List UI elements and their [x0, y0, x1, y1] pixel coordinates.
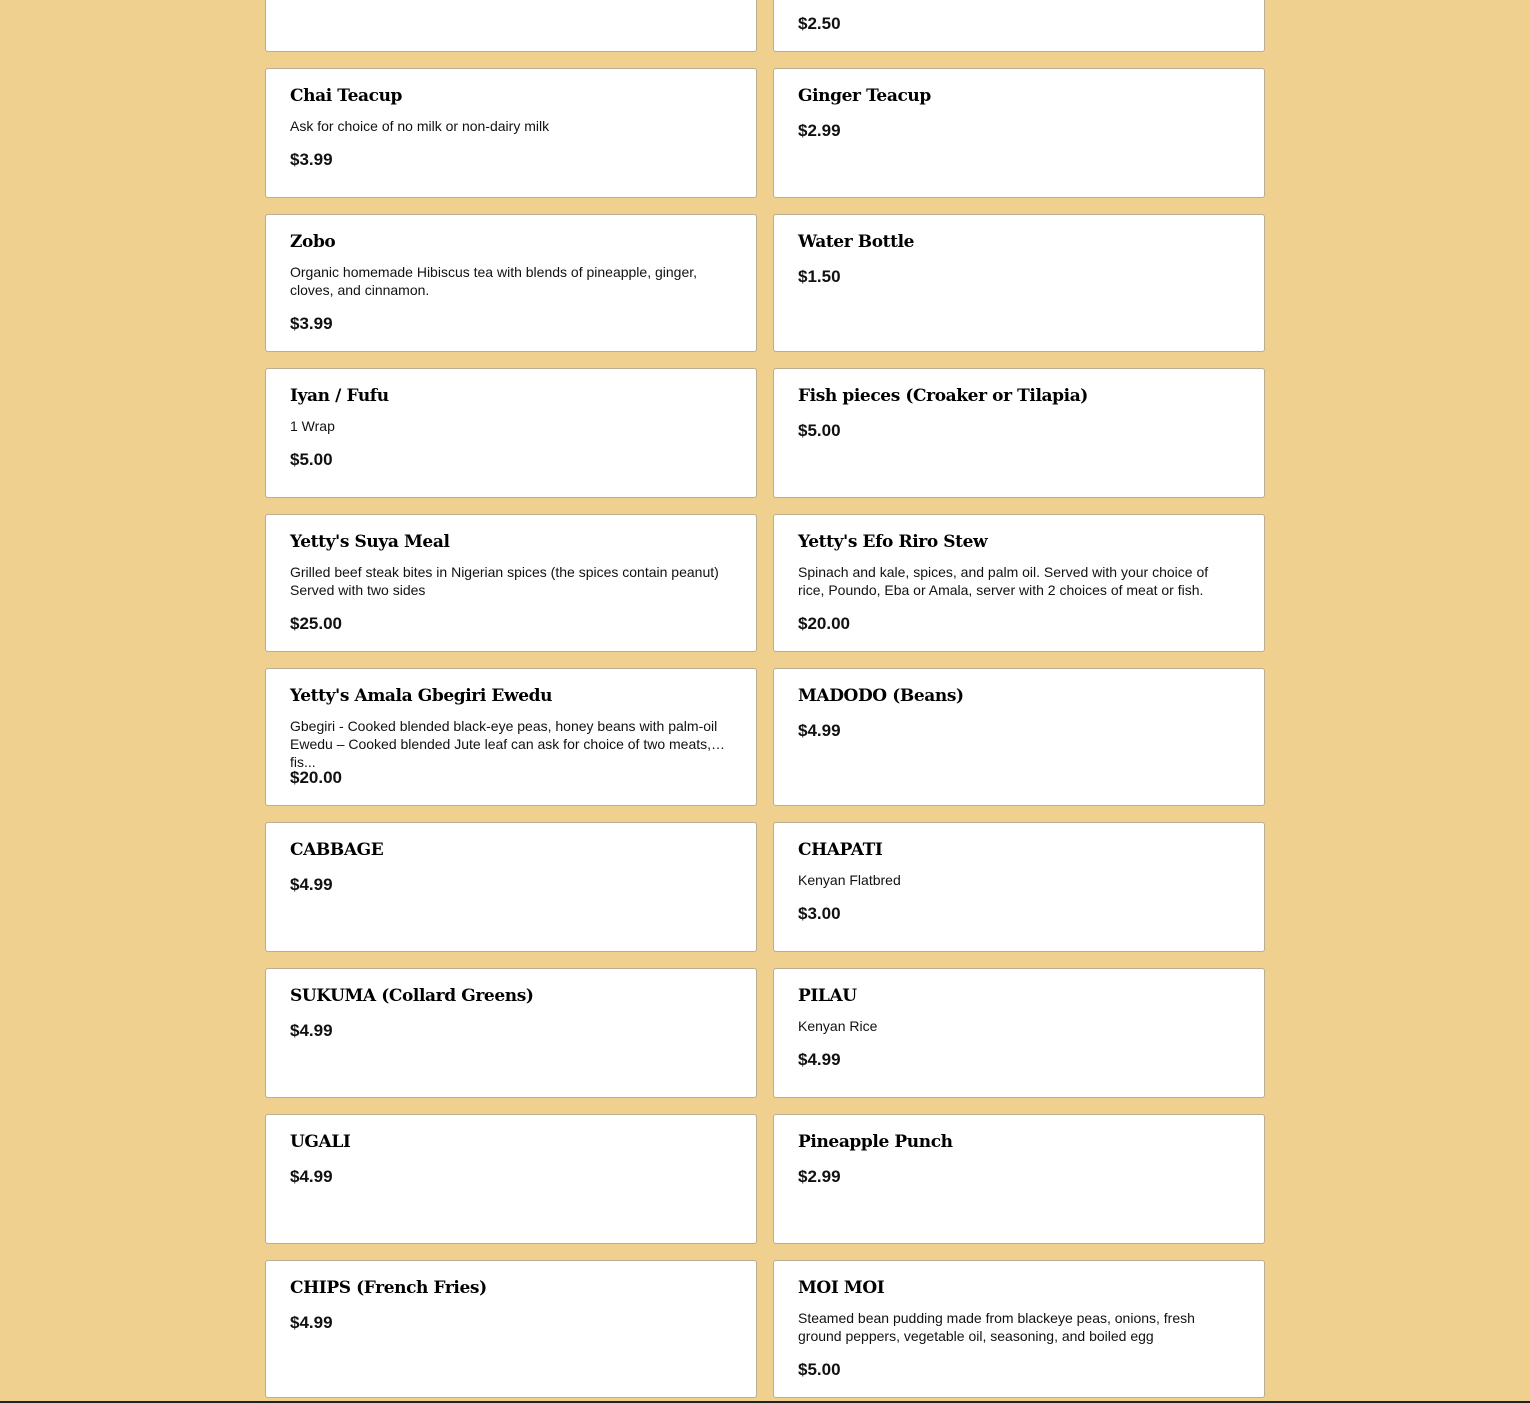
menu-item-name: Yetty's Efo Riro Stew [798, 532, 988, 552]
menu-item-card[interactable] [265, 968, 757, 1098]
menu-item-price: $25.00 [290, 614, 342, 633]
menu-item-description: Gbegiri - Cooked blended black-eye peas, honey beans with palm-oil Ewedu – Cooked blended Jute leaf can ask for choice of two meats, fis... [290, 718, 718, 770]
menu-item-name: PILAU [798, 986, 857, 1006]
menu-item-price: $2.99 [798, 1167, 841, 1186]
menu-item-card[interactable] [773, 1114, 1265, 1244]
menu-item-card[interactable] [265, 68, 757, 198]
menu-item-name: Iyan / Fufu [290, 386, 389, 406]
menu-item-card[interactable] [773, 968, 1265, 1098]
menu-item-price: $2.50 [798, 14, 841, 33]
menu-item-price: $5.00 [798, 421, 841, 440]
menu-item-price: $4.99 [290, 875, 333, 894]
menu-item-name: Water Bottle [798, 232, 915, 252]
menu-item-description: Organic homemade Hibiscus tea with blends of pineapple, ginger, cloves, and cinnamon. [290, 264, 698, 298]
menu-item-description: Kenyan Flatbred [798, 872, 901, 888]
menu-item-card[interactable] [265, 0, 757, 52]
menu-item-card[interactable] [773, 368, 1265, 498]
menu-item-name: CHIPS (French Fries) [290, 1278, 487, 1298]
menu-item-name: Zobo [290, 232, 336, 252]
menu-item-card[interactable] [773, 0, 1265, 52]
menu-item-description: Grilled beef steak bites in Nigerian spices (the spices contain peanut) Served with two sides [290, 564, 719, 598]
menu-item-card[interactable] [773, 214, 1265, 352]
menu-item-name: Yetty's Amala Gbegiri Ewedu [290, 686, 553, 706]
menu-item-price: $3.99 [290, 150, 333, 169]
menu-item-name: MADODO (Beans) [798, 686, 964, 706]
menu-item-card[interactable] [773, 68, 1265, 198]
menu-item-price: $4.99 [290, 1313, 333, 1332]
menu-item-description: Kenyan Rice [798, 1018, 878, 1034]
menu-item-price: $20.00 [798, 614, 850, 633]
menu-item-card[interactable] [265, 368, 757, 498]
menu-item-name: Yetty's Suya Meal [290, 532, 450, 552]
menu-item-card[interactable] [265, 214, 757, 352]
menu-item-name: Fish pieces (Croaker or Tilapia) [798, 386, 1088, 406]
menu-item-name: Chai Teacup [290, 86, 403, 106]
menu-item-name: CABBAGE [290, 840, 384, 860]
menu-item-name: UGALI [290, 1132, 351, 1152]
menu-item-price: $4.99 [290, 1021, 333, 1040]
menu-item-card[interactable] [773, 822, 1265, 952]
menu-grid [265, 0, 1265, 1398]
menu-item-description: Spinach and kale, spices, and palm oil. Served with your choice of rice, Poundo, Eba or Amala, server with 2 choices of meat or fish. [798, 564, 1209, 598]
menu-item-description: Steamed bean pudding made from blackeye peas, onions, fresh ground peppers, vegetable oil, seasoning, and boiled egg [798, 1310, 1195, 1344]
menu-item-price: $3.00 [798, 904, 841, 923]
menu-item-card[interactable] [265, 668, 757, 806]
menu-item-card[interactable] [265, 1114, 757, 1244]
menu-item-price: $4.99 [798, 721, 841, 740]
menu-item-card[interactable] [773, 514, 1265, 652]
menu-item-price: $5.00 [290, 450, 333, 469]
menu-item-card[interactable] [265, 822, 757, 952]
menu-item-name: SUKUMA (Collard Greens) [290, 986, 534, 1006]
menu-item-card[interactable] [773, 668, 1265, 806]
menu-item-price: $4.99 [798, 1050, 841, 1069]
menu-item-description: 1 Wrap [290, 418, 335, 434]
menu-item-name: Pineapple Punch [798, 1132, 953, 1152]
menu-item-price: $3.99 [290, 314, 333, 333]
menu-item-price: $2.99 [798, 121, 841, 140]
menu-item-name: Ginger Teacup [798, 86, 931, 106]
menu-item-card[interactable] [265, 514, 757, 652]
menu-item-card[interactable] [773, 1260, 1265, 1398]
menu-item-name: MOI MOI [798, 1278, 885, 1298]
menu-item-description: Ask for choice of no milk or non-dairy milk [290, 118, 550, 134]
menu-item-price: $4.99 [290, 1167, 333, 1186]
menu-item-price: $5.00 [798, 1360, 841, 1379]
menu-item-price: $1.50 [798, 267, 841, 286]
menu-item-card[interactable] [265, 1260, 757, 1398]
menu-item-name: CHAPATI [798, 840, 883, 860]
menu-item-price: $20.00 [290, 768, 342, 787]
